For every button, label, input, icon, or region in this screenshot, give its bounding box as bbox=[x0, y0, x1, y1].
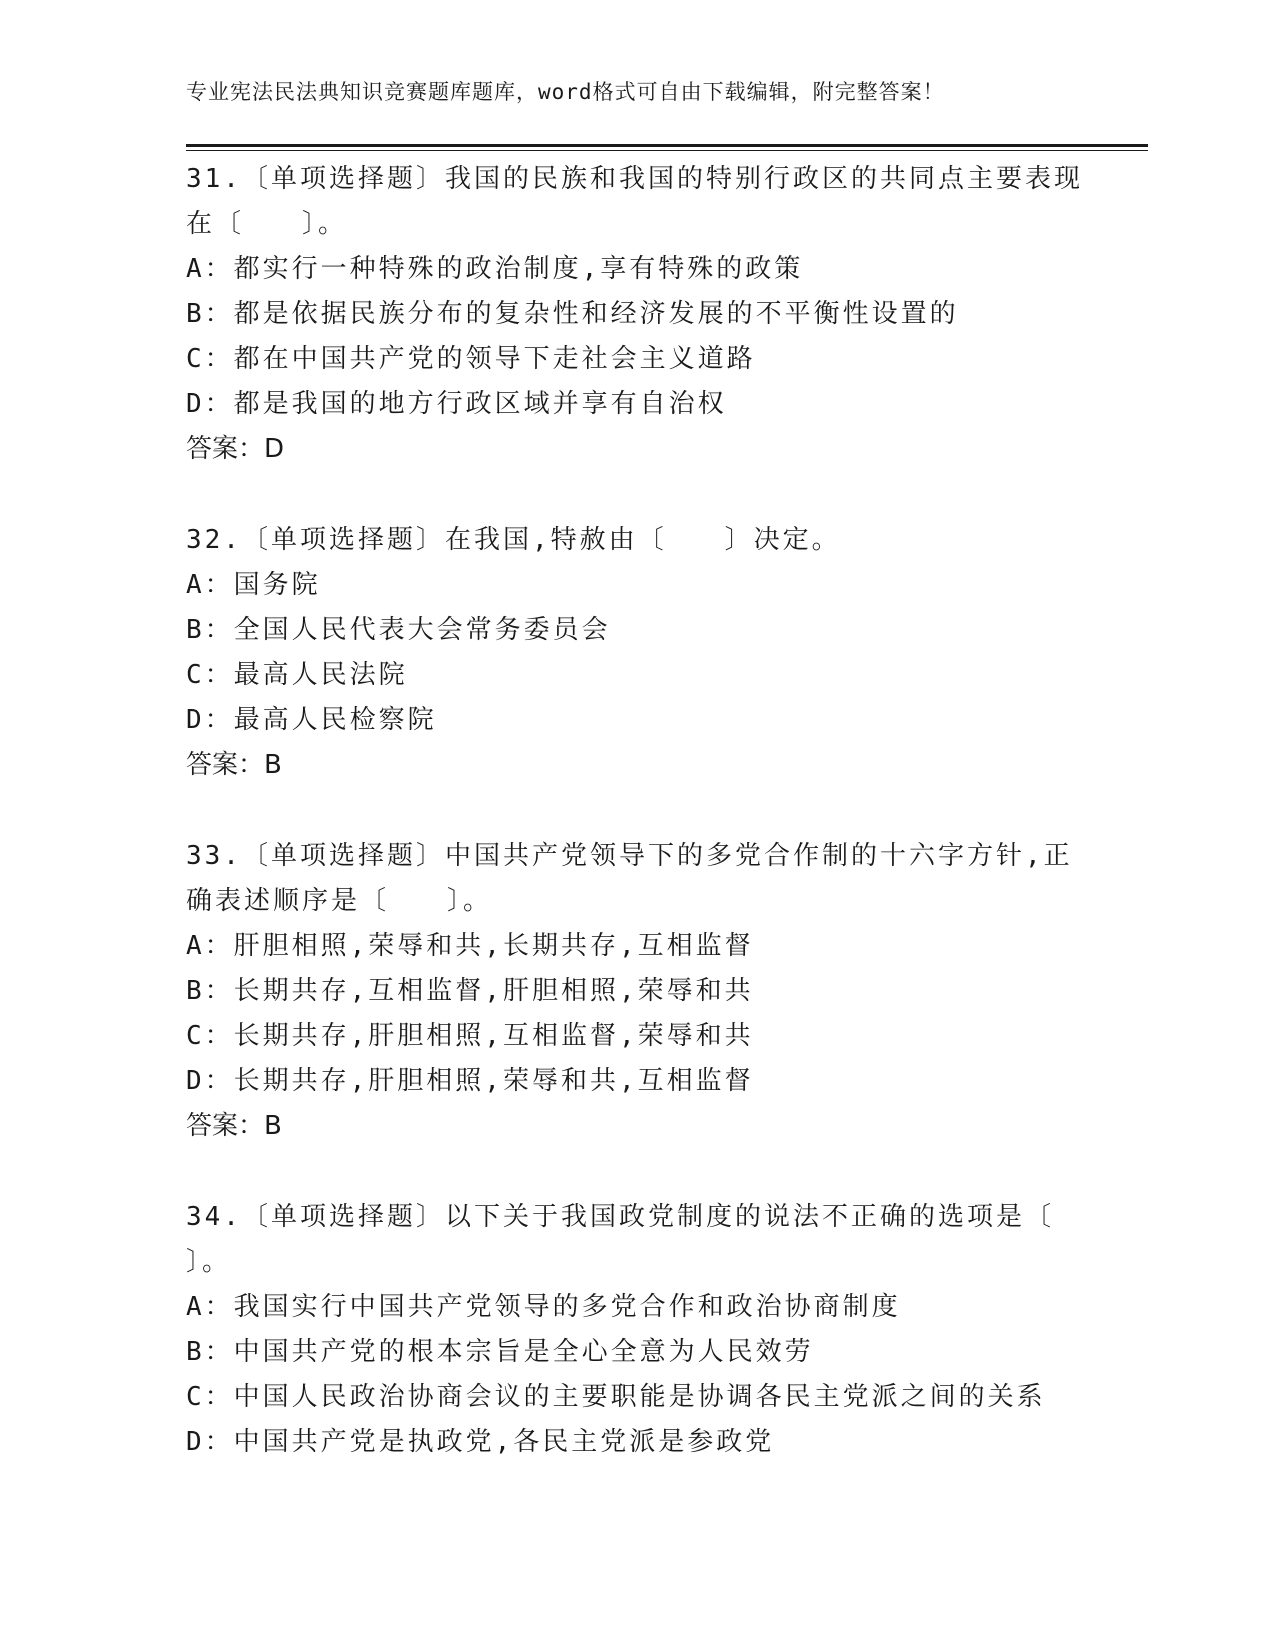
question-stem-line: 34.〔单项选择题〕以下关于我国政党制度的说法不正确的选项是〔 bbox=[186, 1202, 1054, 1232]
question-stem-line: 31.〔单项选择题〕我国的民族和我国的特别行政区的共同点主要表现 bbox=[186, 164, 1083, 194]
question-33 bbox=[186, 834, 1073, 1149]
header-divider-thin bbox=[186, 150, 1148, 151]
option-d: D：都是我国的地方行政区域并享有自治权 bbox=[186, 389, 727, 419]
question-stem-line: 〕。 bbox=[186, 1247, 232, 1277]
question-stem-line: 33.〔单项选择题〕中国共产党领导下的多党合作制的十六字方针,正 bbox=[186, 841, 1073, 871]
option-a: A：都实行一种特殊的政治制度,享有特殊的政策 bbox=[186, 254, 804, 284]
question-34 bbox=[186, 1195, 1066, 1465]
question-stem-line: 确表述顺序是〔 〕。 bbox=[186, 886, 493, 916]
question-31 bbox=[186, 157, 1083, 472]
option-c: C：最高人民法院 bbox=[186, 660, 408, 690]
answer-line: 答案：B bbox=[186, 1111, 282, 1141]
option-a: A：国务院 bbox=[186, 570, 321, 600]
question-list bbox=[186, 157, 1083, 1511]
answer-line: 答案：D bbox=[186, 434, 285, 464]
header-note: 专业宪法民法典知识竞赛题库题库，word格式可自由下载编辑，附完整答案！ bbox=[186, 80, 945, 104]
option-a: A：肝胆相照,荣辱和共,长期共存,互相监督 bbox=[186, 931, 754, 961]
option-d: D：长期共存,肝胆相照,荣辱和共,互相监督 bbox=[186, 1066, 754, 1096]
option-b: B：全国人民代表大会常务委员会 bbox=[186, 615, 611, 645]
answer-line: 答案：B bbox=[186, 750, 282, 780]
option-c: C：中国人民政治协商会议的主要职能是协调各民主党派之间的关系 bbox=[186, 1382, 1046, 1412]
header-divider-thick bbox=[186, 144, 1148, 147]
option-d: D：最高人民检察院 bbox=[186, 705, 437, 735]
option-d: D：中国共产党是执政党,各民主党派是参政党 bbox=[186, 1427, 775, 1457]
question-stem-line: 在〔 〕。 bbox=[186, 209, 348, 239]
question-32 bbox=[186, 518, 1066, 788]
option-b: B：中国共产党的根本宗旨是全心全意为人民效劳 bbox=[186, 1337, 814, 1367]
option-c: C：长期共存,肝胆相照,互相监督,荣辱和共 bbox=[186, 1021, 754, 1051]
option-a: A：我国实行中国共产党领导的多党合作和政治协商制度 bbox=[186, 1292, 901, 1322]
option-b: B：都是依据民族分布的复杂性和经济发展的不平衡性设置的 bbox=[186, 299, 959, 329]
option-b: B：长期共存,互相监督,肝胆相照,荣辱和共 bbox=[186, 976, 754, 1006]
option-c: C：都在中国共产党的领导下走社会主义道路 bbox=[186, 344, 756, 374]
question-stem-line: 32.〔单项选择题〕在我国,特赦由〔 〕决定。 bbox=[186, 525, 841, 555]
